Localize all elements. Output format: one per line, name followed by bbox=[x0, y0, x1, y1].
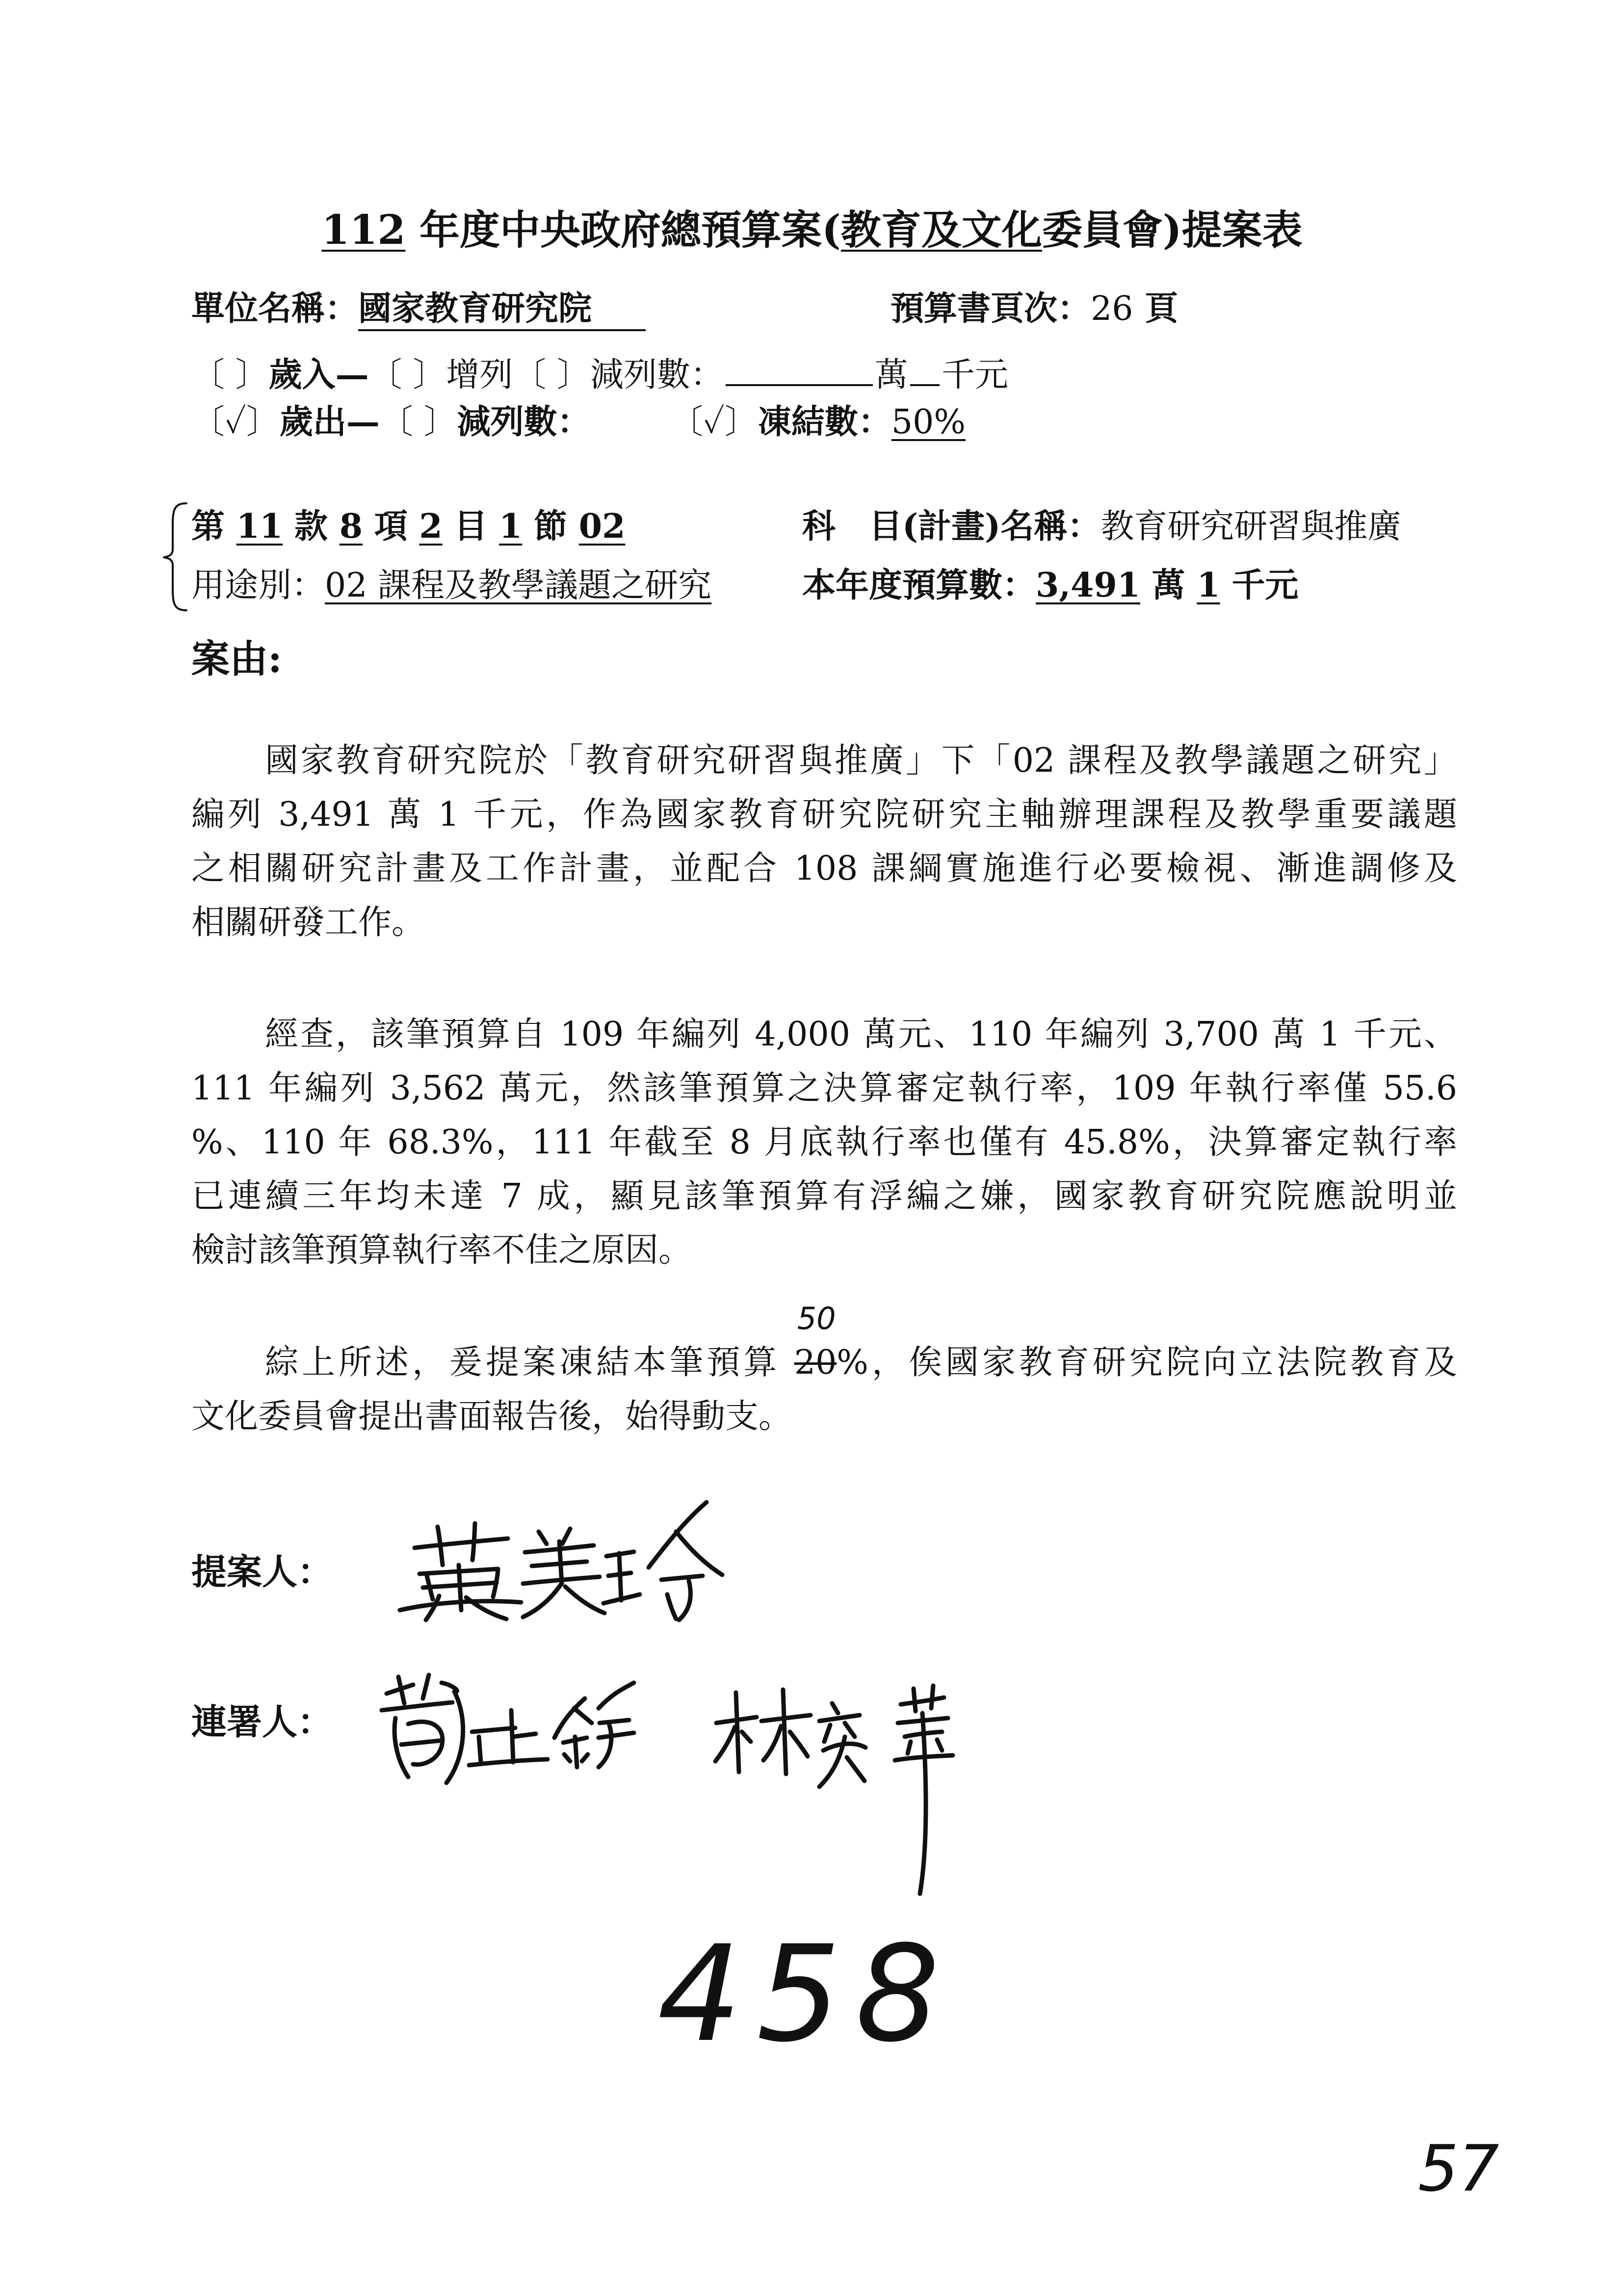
blank-amount-qian bbox=[910, 359, 940, 386]
paragraph-line: 相關研發工作。 bbox=[191, 903, 425, 942]
case-heading: 案由: bbox=[191, 637, 282, 681]
unit-name: 國家教育研究院 bbox=[358, 289, 646, 331]
freeze-percentage: 50% bbox=[891, 403, 966, 442]
freeze-row bbox=[670, 402, 966, 443]
account-prefix: 第 bbox=[191, 507, 236, 546]
brace-stroke bbox=[164, 503, 186, 610]
unit-row bbox=[191, 289, 646, 329]
revenue-reduction-checkbox: 〔 〕 bbox=[513, 356, 590, 394]
paragraph-line: 國家教育研究院於「教育研究研習與推廣」下「02 課程及教學議題之研究」 bbox=[265, 741, 1457, 780]
form-title bbox=[0, 206, 1624, 254]
increase-checkbox: 〔 〕 bbox=[368, 356, 446, 394]
usage-row bbox=[191, 566, 711, 606]
budget-page-row bbox=[891, 289, 1178, 329]
struck-percentage: 20 bbox=[794, 1343, 837, 1382]
expenditure-row bbox=[191, 402, 591, 443]
title-text-2: 委員會)提案表 bbox=[1042, 207, 1303, 254]
account-jie: 1 bbox=[499, 507, 523, 546]
blank-amount-wan bbox=[726, 359, 873, 386]
conclusion-text-start: 綜上所述，爰提案凍結本筆預算 bbox=[265, 1343, 794, 1382]
handwritten-number: 458 bbox=[657, 1917, 955, 2071]
account-jie-label: 節 bbox=[522, 507, 579, 546]
annual-budget-row bbox=[802, 566, 1298, 606]
expenditure-reduction-label: 減列數： bbox=[457, 402, 591, 442]
budget-page-label: 預算書頁次： bbox=[891, 289, 1091, 328]
paragraph-line: 之相關研究計畫及工作計畫，並配合 108 課綱實施進行必要檢視、漸進調修及 bbox=[191, 849, 1457, 888]
page-number: 57 bbox=[1418, 2131, 1499, 2206]
signature-stroke bbox=[400, 1502, 722, 1620]
paragraph-3 bbox=[191, 1301, 1457, 1444]
paragraph-2 bbox=[191, 1008, 1457, 1278]
revenue-checkbox: 〔 〕 bbox=[191, 356, 269, 394]
corrected-percentage bbox=[794, 1301, 837, 1382]
cosigner-label: 連署人： bbox=[191, 1701, 333, 1743]
proposer-label: 提案人： bbox=[191, 1551, 333, 1592]
paragraph-line: 111 年編列 3,562 萬元，然該筆預算之決算審定執行率，109 年執行率僅 55.6 bbox=[191, 1069, 1457, 1108]
increase-label: 增列 bbox=[446, 356, 513, 394]
expenditure-checkbox: 〔✓〕 bbox=[191, 403, 280, 442]
revenue-row bbox=[191, 355, 1008, 395]
signature-stroke bbox=[715, 1686, 953, 1894]
budget-page-unit: 頁 bbox=[1133, 289, 1179, 328]
account-kuan-label: 款 bbox=[283, 507, 340, 546]
account-row bbox=[191, 507, 625, 547]
subject-row bbox=[802, 507, 1401, 547]
account-xiang-label: 項 bbox=[363, 507, 419, 546]
left-brace bbox=[161, 500, 190, 613]
conclusion-text-end: %，俟國家教育研究院向立法院教育及 bbox=[837, 1343, 1457, 1382]
revenue-label: 歲入— bbox=[268, 355, 369, 394]
paragraph-line: 經查，該筆預算自 109 年編列 4,000 萬元、110 年編列 3,700 萬 1 千元、 bbox=[265, 1015, 1457, 1054]
proposer-signature bbox=[393, 1496, 736, 1634]
signature-stroke bbox=[382, 1675, 634, 1783]
usage-value: 02 課程及教學議題之研究 bbox=[325, 566, 712, 605]
account-mu: 2 bbox=[419, 507, 443, 546]
revenue-reduction-label: 減列數： bbox=[590, 356, 724, 394]
paragraph-line: 文化委員會提出書面報告後，始得動支。 bbox=[191, 1397, 792, 1436]
annual-budget-qian-value: 1 bbox=[1197, 566, 1220, 605]
paragraph-line: 檢討該筆預算執行率不佳之原因。 bbox=[191, 1231, 692, 1270]
paragraph-line: %、110 年 68.3%，111 年截至 8 月底執行率也僅有 45.8%，決算審定執行率 bbox=[191, 1123, 1457, 1162]
paragraph-line: 編列 3,491 萬 1 千元，作為國家教育研究院研究主軸辦理課程及教學重要議題 bbox=[191, 795, 1457, 834]
freeze-label: 凍結數： bbox=[758, 402, 891, 442]
qian-label: 千元 bbox=[941, 356, 1008, 394]
handwritten-correction: 50 bbox=[797, 1301, 836, 1336]
cosigner-signature-2 bbox=[697, 1663, 1030, 1908]
account-code: 02 bbox=[578, 507, 626, 546]
expenditure-reduction-checkbox: 〔 〕 bbox=[379, 403, 457, 442]
subject-name: 教育研究研習與推廣 bbox=[1100, 507, 1401, 546]
annual-budget-qian-label: 千元 bbox=[1220, 566, 1299, 605]
paragraph-line bbox=[191, 1301, 1457, 1390]
unit-label: 單位名稱： bbox=[191, 289, 359, 328]
subject-label: 科 目(計畫)名稱： bbox=[802, 507, 1101, 546]
title-year: 112 bbox=[321, 207, 406, 254]
paragraph-line: 已連續三年均未達 7 成，顯見該筆預算有浮編之嫌，國家教育研究院應說明並 bbox=[191, 1177, 1457, 1216]
title-committee: 教育及文化 bbox=[840, 207, 1042, 254]
annual-budget-wan-label: 萬 bbox=[1140, 566, 1197, 605]
usage-label: 用途別： bbox=[191, 566, 325, 605]
account-kuan: 11 bbox=[236, 507, 283, 546]
account-mu-label: 目 bbox=[442, 507, 499, 546]
wan-label: 萬 bbox=[874, 356, 908, 394]
annual-budget-label: 本年度預算數： bbox=[802, 566, 1036, 605]
expenditure-label: 歲出— bbox=[279, 402, 380, 442]
freeze-checkbox: 〔✓〕 bbox=[670, 403, 758, 442]
cosigner-signature-1 bbox=[368, 1663, 643, 1796]
budget-page-number: 26 bbox=[1091, 289, 1133, 328]
paragraph-1 bbox=[191, 734, 1457, 950]
annual-budget-wan-value: 3,491 bbox=[1036, 566, 1140, 605]
title-text-1: 年度中央政府總預算案( bbox=[405, 207, 841, 254]
account-xiang: 8 bbox=[339, 507, 363, 546]
